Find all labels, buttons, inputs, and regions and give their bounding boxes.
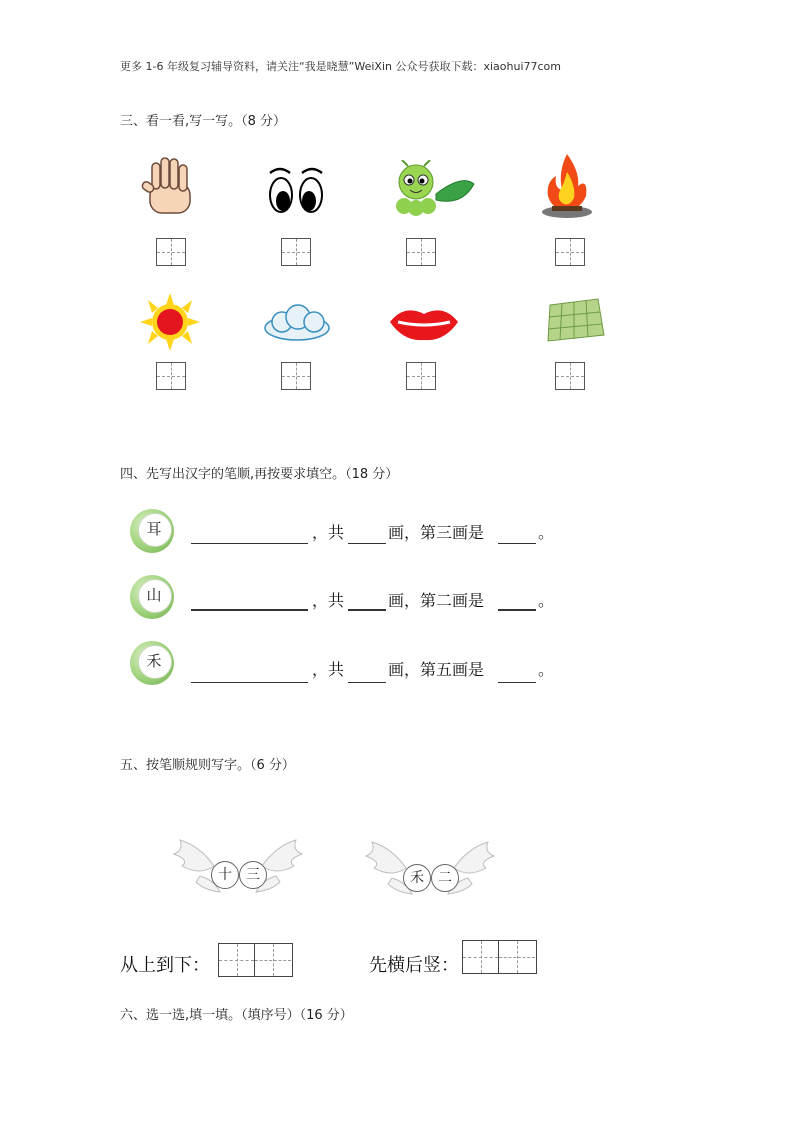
badge-character: 禾 [146,652,162,670]
grid-cell[interactable] [219,944,255,976]
lips-icon [388,306,460,342]
stroke-order-blank[interactable] [191,543,308,544]
character-circle: 二 [431,864,459,892]
stroke-question: 画，第三画是 [388,523,485,542]
stroke-answer-blank[interactable] [498,543,536,544]
doves-icon [362,838,498,896]
stroke-count-blank[interactable] [348,609,386,611]
stroke-answer-blank[interactable] [498,609,536,611]
section4-title: 四、先写出汉字的笔顺,再按要求填空。（18 分） [120,467,399,482]
stroke-question: 画，第五画是 [388,660,485,679]
character-badge [130,641,174,685]
gong-label: ，共 [312,591,345,610]
grid-cell[interactable] [463,941,499,973]
section5-title: 五、按笔顺规则写字。（6 分） [120,758,295,773]
tianzige-box[interactable] [281,238,311,266]
tianzige-box[interactable] [555,362,585,390]
period: 。 [538,660,555,679]
badge-character: 山 [146,586,162,604]
gong-label: ，共 [312,660,345,679]
tianzige-box[interactable] [156,362,186,390]
section3-title: 三、看一看,写一写。（8 分） [120,114,287,129]
character-badge [130,575,174,619]
grid-cell[interactable] [499,941,535,973]
fire-icon [540,150,594,220]
rule-label-horizontal-first: 先横后竖： [369,955,459,976]
field-icon [544,295,606,345]
section6-title: 六、选一选,填一填。（填序号）（16 分） [120,1008,353,1023]
character-badge [130,509,174,553]
character-circle: 禾 [403,864,431,892]
page-header: 更多 1-6 年级复习辅导资料，请关注“我是晓慧”WeiXin 公众号获取下载：xiaohui77com [120,60,561,73]
tianzige-box[interactable] [156,238,186,266]
badge-character: 耳 [146,520,162,538]
gong-label: ，共 [312,523,345,542]
character-circle: 十 [211,861,239,889]
tianzige-box[interactable] [555,238,585,266]
doves-icon [170,836,306,894]
eyes-icon [266,165,326,217]
stroke-question: 画，第二画是 [388,591,485,610]
grid-cell[interactable] [255,944,291,976]
tianzige-box[interactable] [281,362,311,390]
sun-icon [140,293,200,351]
tianzige-box[interactable] [406,238,436,266]
character-circle: 三 [239,861,267,889]
stroke-count-blank[interactable] [348,682,386,683]
writing-grid[interactable] [462,940,537,974]
cloud-icon [262,304,332,344]
tianzige-box[interactable] [406,362,436,390]
writing-grid[interactable] [218,943,293,977]
period: 。 [538,591,555,610]
hand-icon [140,155,202,221]
stroke-answer-blank[interactable] [498,682,536,683]
stroke-order-blank[interactable] [191,682,308,683]
caterpillar-icon [392,160,476,220]
stroke-order-blank[interactable] [191,609,308,611]
rule-label-top-to-bottom: 从上到下： [120,955,210,976]
period: 。 [538,523,555,542]
stroke-count-blank[interactable] [348,543,386,544]
